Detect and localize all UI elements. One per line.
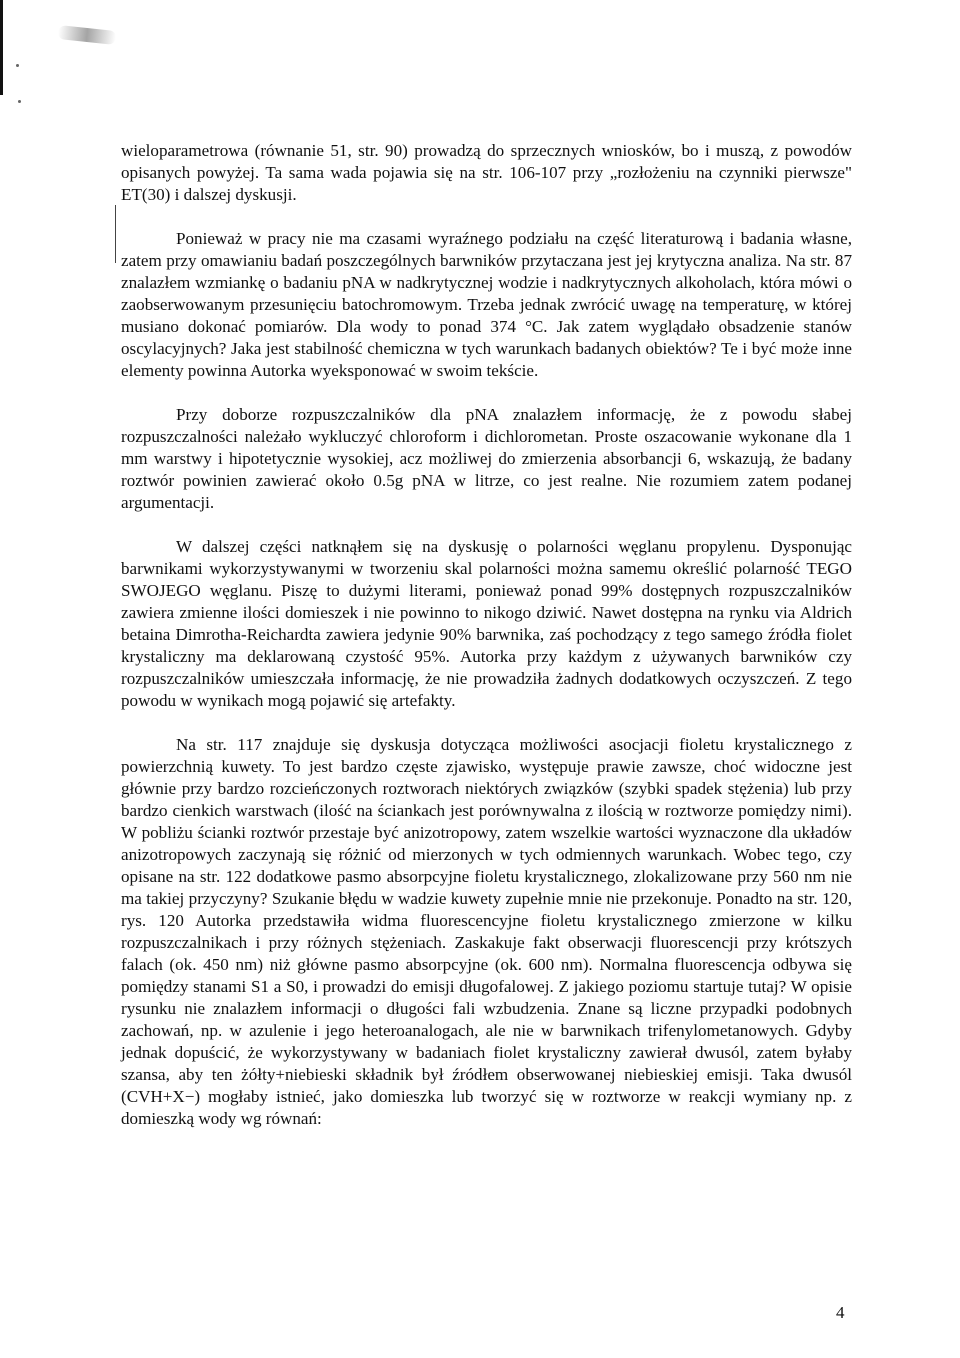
document-body bbox=[121, 140, 852, 1152]
paragraph-3: Przy doborze rozpuszczalników dla pNA znalazłem informację, że z powodu słabej rozpuszczalności należało wykluczyć chloroform i dichlorometan. Proste oszacowanie wykonane dla 1 mm warstwy i hipotetycznie wysokiej, acz możliwej do zmierzenia absorbancji 6, wskazują, że badany roztwór powinien zawierać około 0.5g pNA w litrze, co jest realne. Nie rozumiem zatem podanej argumentacji. bbox=[121, 405, 852, 512]
scan-smudge bbox=[57, 25, 116, 45]
margin-mark bbox=[115, 205, 116, 263]
scan-edge bbox=[0, 0, 3, 95]
paragraph-1: wieloparametrowa (równanie 51, str. 90) prowadzą do sprzecznych wniosków, bo i muszą, z powodów opisanych powyżej. Ta sama wada pojawia się na str. 106-107 przy „rozłożeniu na czynniki pierwsze" ET(30) i dalszej dyskusji. bbox=[121, 141, 852, 204]
paragraph-4: W dalszej części natknąłem się na dyskusję o polarności węglanu propylenu. Dysponując barwnikami wykorzystywanymi w tworzeniu skal polarności można samemu określić polarność TEGO SWOJEGO węglanu. Piszę to dużymi literami, ponieważ ponad 99% dostępnych rozpuszczalników zawiera zmienne ilości domieszek i nie powinno to nikogo dziwić. Nawet dostępna na rynku via Aldrich betaina Dimrotha-Reichardta zawiera jedynie 90% barwnika, zaś pochodzący z tego samego źródła fiolet krystaliczny ma deklarowaną czystość 95%. Autorka przy każdym z używanych barwników czy rozpuszczalników umieszczała informację, że nie prowadziła żadnych dodatkowych oczyszczeń. Z tego powodu w wynikach mogą pojawić się artefakty. bbox=[121, 537, 852, 710]
page-number: 4 bbox=[836, 1303, 845, 1322]
scan-speck bbox=[18, 100, 21, 103]
paragraph-2: Ponieważ w pracy nie ma czasami wyraźnego podziału na część literaturową i badania własne, zatem przy omawianiu badań poszczególnych barwników przytaczana jest jej krytyczna analiza. Na str. 87 znalazłem wzmiankę o badaniu pNA w nadkrytycznej wodzie i nadkrytycznych alkoholach, która mówi o zaobserwowanym przesunięciu batochromowym. Trzeba jednak zwrócić uwagę na temperaturę, w której musiano dokonać pomiarów. Dla wody to ponad 374 °C. Jak zatem wyglądało obsadzenie stanów oscylacyjnych? Jaka jest stabilność chemiczna w tych warunkach badanych obiektów? Te i być może inne elementy powinna Autorka wyeksponować w swoim tekście. bbox=[121, 229, 852, 380]
paragraph-5: Na str. 117 znajduje się dyskusja dotycząca możliwości asocjacji fioletu krystalicznego z powierzchnią kuwety. To jest bardzo częste zjawisko, występuje prawie zawsze, choć widoczne jest głównie przy bardzo rozcieńczonych roztworach niektórych związków (szybki spadek stężenia) lub przy bardzo cienkich warstwach (ilość na ściankach jest porównywalna z ilością w roztworze pomiędzy nimi). W pobliżu ścianki roztwór przestaje być anizotropowy, zatem wszelkie wartości wyznaczone dla układów anizotropowych zaczynają się różnić od mierzonych w tych odmiennych warunkach. Wobec tego, czy opisane na str. 122 dodatkowe pasmo absorpcyjne fioletu krystalicznego, zlokalizowane przy 560 nm nie ma takiej przyczyny? Szukanie błędu w wadzie kuwety zupełnie mnie nie przekonuje. Ponadto na str. 120, rys. 120 Autorka przedstawiła widma fluorescencyjne fioletu krystalicznego zmierzone w kilku rozpuszczalnikach i przy różnych stężeniach. Zaskakuje fakt obserwacji fluorescencji przy krótszych falach (ok. 450 nm) niż główne pasmo absorpcyjne (ok. 600 nm). Normalna fluorescencja odbywa się pomiędzy stanami S1 a S0, i prowadzi do emisji długofalowej. Z jakiego poziomu startuje tutaj? W opisie rysunku nie znalazłem informacji o długości fali wzbudzenia. Znane są liczne przypadki podobnych zachowań, np. w azulenie i jego heteroanalogach, ale nie w barwnikach trifenylometanowych. Gdyby jednak dopuścić, że wykorzystywany w badaniach fiolet krystaliczny zawierał dwusól, zatem byłaby szansa, aby ten żółty+niebieski składnik był źródłem obserwowanej niebieskiej emisji. Taka dwusól (CVH+X−) mogłaby istnieć, jako domieszka lub tworzyć się w roztworze w reakcji wymiany np. z domieszką wody wg równań: bbox=[121, 735, 852, 1128]
scan-speck bbox=[16, 64, 19, 67]
